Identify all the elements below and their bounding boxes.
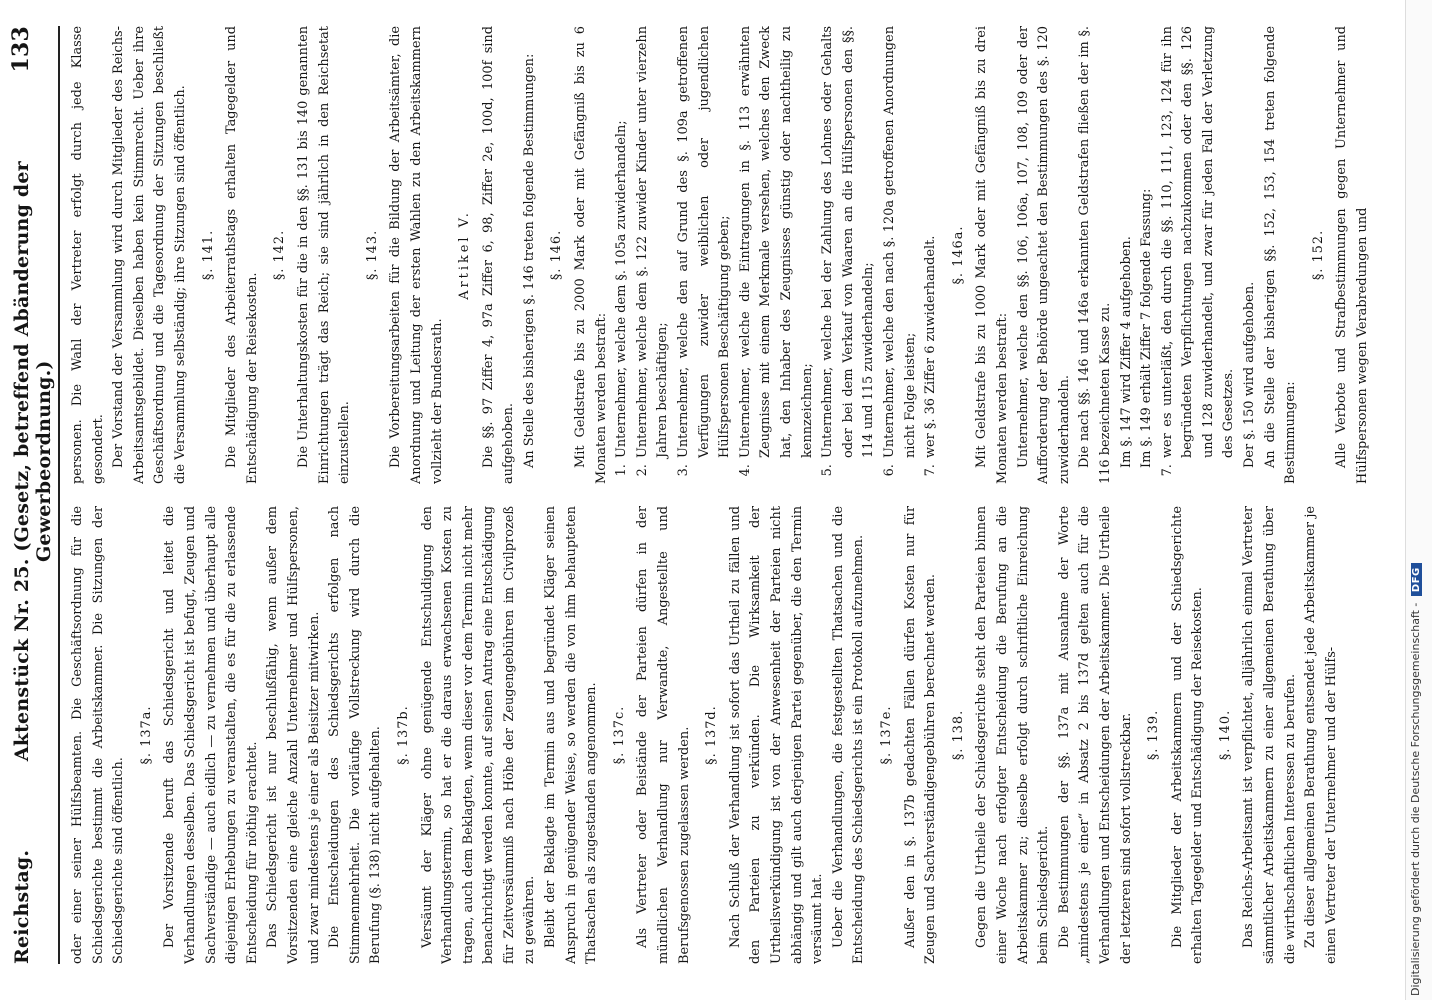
paragraph: Die Mitglieder des Arbeiterrathstags erhalten Tagegelder und Entschädigung der Reisekosten.: [224, 26, 260, 484]
section-heading: §. 142.: [272, 229, 288, 281]
amended-item-list: [1158, 26, 1240, 484]
paragraph: Mit Geldstrafe bis zu 1000 Mark oder mit Gefängniß bis zu drei Monaten werden bestraft:: [974, 26, 1010, 484]
left-column: [68, 506, 1374, 964]
paragraph: Nach Schluß der Verhandlung ist sofort das Urtheil zu fällen und den Parteien zu verkünden. Die Wirksamkeit der Urtheilsverkündigung ist von der Anwesenheit der Parteien nicht abhängig und gilt auch derjenigen Partei gegenüber, die den Termin versäumt hat.: [727, 506, 826, 964]
paragraph: Das Schiedsgericht ist nur beschlußfähig, wenn außer dem Vorsitzenden eine gleiche Anzahl Unternehmer und Hülfspersonen, und zwar mindestens je einer als Beisitzer mitwirken.: [265, 506, 322, 964]
paragraph: Im §. 149 erhält Ziffer 7 folgende Fassung:: [1139, 188, 1155, 468]
list-item: 7. wer §. 36 Ziffer 6 zuwiderhandelt.: [921, 26, 942, 460]
paragraph: Die Bestimmungen der §§. 137a mit Ausnahme der Worte „mindestens je einer“ in Absatz 2 bis 137d gelten auch für die Verhandlungen und Entscheidungen der Arbeitskammer. Die Urtheile der letzteren sind sofort vollstreckbar.: [1056, 506, 1134, 964]
paragraph: Zu dieser allgemeinen Berathung entsendet jede Arbeitskammer je einen Vertreter der Unternehmer und der Hülfs-: [1303, 506, 1339, 964]
paragraph: An Stelle des bisherigen §. 146 treten folgende Bestimmungen:: [521, 53, 537, 468]
list-item: 6. Unternehmer, welche den nach §. 120a getroffenen Anordnungen nicht Folge leisten;: [880, 26, 921, 460]
list-item: 4. Unternehmer, welche die Eintragungen in §. 113 erwähnten Zeugnisse mit einem Merkmale versehen, welches den Zweck hat, den Inhaber des Zeugnisses günstig oder nachtheilig zu kennzeichnen;: [736, 26, 818, 460]
section-heading: §. 137b.: [395, 705, 411, 765]
section-heading: §. 152.: [1310, 229, 1326, 281]
paragraph: oder einer seiner Hülfsbeamten. Die Geschäftsordnung für die Schiedsgerichte bestimmt die Arbeitskammer. Die Sitzungen der Schiedsgerichte sind öffentlich.: [70, 506, 127, 964]
header-title: Aktenstück Nr. 25. (Gesetz, betreffend Abänderung der Gewerbeordnung.): [11, 161, 55, 762]
credit-text: Digitalisierung gefördert durch die Deutsche Forschungsgemeinschaft -: [1409, 602, 1422, 996]
header-left: Reichstag.: [11, 849, 33, 964]
list-item: 1. Unternehmer, welche dem §. 105a zuwiderhandeln;: [612, 26, 633, 460]
paragraph: Außer den in §. 137b gedachten Fällen dürfen Kosten nur für Zeugen und Sachverständigengebühren berechnet werden.: [902, 506, 939, 964]
paragraph: Die nach §§. 146 und 146a erkannten Geldstrafen fließen der im §. 116 bezeichneten Kasse zu.: [1077, 26, 1113, 484]
list-item: 3. Unternehmer, welche den auf Grund des §. 109a getroffenen Verfügungen zuwider weiblichen oder jugendlichen Hülfspersonen Beschäftigung geben;: [674, 26, 736, 460]
article-heading: Artikel V.: [457, 210, 473, 300]
paragraph: Die Mitglieder der Arbeitskammern und der Schiedsgerichte erhalten Tagegelder und Entschädigung der Reisekosten.: [1169, 506, 1206, 964]
paragraph: An die Stelle der bisherigen §§. 152, 153, 154 treten folgende Bestimmungen:: [1262, 26, 1299, 484]
section-heading: §. 138.: [950, 709, 966, 761]
section-heading: §. 141.: [200, 229, 216, 281]
page-header: [8, 26, 60, 964]
digitization-credit: [1409, 563, 1422, 996]
digitization-sidebar: [1405, 0, 1432, 1000]
paragraph: Gegen die Urtheile der Schiedsgerichte steht den Parteien binnen einer Woche nach erfolgter Entscheidung die Berufung an die Arbeitskammer zu; dieselbe erfolgt durch schriftliche Einreichung beim Schiedsgericht.: [974, 506, 1052, 964]
paragraph: Bleibt der Beklagte im Termin aus und begründet Kläger seinen Anspruch in genügender Weise, so werden die von ihm behaupteten Thatsachen als zugestanden angenommen.: [543, 506, 600, 964]
section-heading: §. 143.: [364, 229, 380, 281]
paragraph: Der Vorstand der Versammlung wird durch Mitglieder des Reichs-Arbeitsamtsgebildet. Dieselben haben kein Stimmrecht. Ueber ihre Geschäftsordnung und die Tagesordnung der Sitzungen beschließt die Versammlung selbständig; ihre Sitzungen sind öffentlich.: [111, 26, 188, 484]
paragraph: Die Entscheidungen des Schiedsgerichts erfolgen nach Stimmenmehrheit. Die vorläufige Vollstreckung wird durch die Berufung (§. 138) nicht aufgehalten.: [327, 506, 384, 964]
paragraph: Der Vorsitzende beruft das Schiedsgericht und leitet die Verhandlungen desselben. Das Schiedsgericht ist befugt, Zeugen und Sachverständige — auch eidlich — zu vernehmen und überhaupt alle diejenigen Erhebungen zu veranstalten, die es für die zu erlassende Entscheidung für nöthig erachtet.: [162, 506, 260, 964]
paragraph: Ueber die Verhandlungen, die festgestellten Thatsachen und die Entscheidung des Schiedsgerichts ist ein Protokoll aufzunehmen.: [830, 506, 867, 964]
paragraph: Alle Verbote und Strafbestimmungen gegen Unternehmer und Hülfspersonen wegen Verabredungen und: [1334, 26, 1371, 484]
paragraph: Als Vertreter oder Beistände der Parteien dürfen in der mündlichen Verhandlung nur Verwandte, Angestellte und Berufsgenossen zugelassen werden.: [635, 506, 692, 964]
paragraph: personen. Die Wahl der Vertreter erfolgt durch jede Klasse gesondert.: [70, 26, 106, 484]
section-heading: §. 137e.: [878, 705, 894, 765]
section-heading: §. 137c.: [611, 705, 627, 765]
section-heading: §. 140.: [1217, 709, 1233, 761]
section-heading: §. 137a.: [138, 705, 154, 765]
page-number: 133: [8, 26, 34, 73]
paragraph: Versäumt der Kläger ohne genügende Entschuldigung den Verhandlungstermin, so hat er die daraus erwachsenen Kosten zu tragen, auch dem Beklagten, wenn dieser vor dem Termin nicht mehr benachrichtigt werden konnte, auf seinen Antrag eine Entschädigung für Zeitversäumniß nach Höhe der Zeugengebühren im Civilprozeß zu gewähren.: [419, 506, 538, 964]
penalty-list: [612, 26, 942, 484]
section-heading: §. 146.: [549, 229, 565, 281]
paragraph: Der §. 150 wird aufgehoben.: [1242, 281, 1258, 468]
paragraph: Die §§. 97 Ziffer 4, 97a Ziffer 6, 98, Ziffer 2e, 100d, 100f sind aufgehoben.: [480, 26, 517, 484]
list-item: 5. Unternehmer, welche bei der Zahlung des Lohnes oder Gehalts oder bei dem Verkauf von Waaren an die Hülfspersonen den §§. 114 und 115 zuwiderhandeln;: [818, 26, 880, 460]
paragraph: Das Reichs-Arbeitsamt ist verpflichtet, alljährlich einmal Vertreter sämmtlicher Arbeitskammern zu einer allgemeinen Berathung über die wirthschaftlichen Interessen zu berufen.: [1241, 506, 1298, 964]
paragraph: Mit Geldstrafe bis zu 2000 Mark oder mit Gefängniß bis zu 6 Monaten werden bestraft:: [573, 26, 609, 484]
right-column: [68, 26, 1374, 484]
dfg-logo: DFG: [1411, 563, 1422, 596]
paragraph: Im §. 147 wird Ziffer 4 aufgehoben.: [1118, 236, 1134, 468]
list-item: 2. Unternehmer, welche dem §. 122 zuwider Kinder unter vierzehn Jahren beschäftigen;: [633, 26, 674, 460]
paragraph: Die Vorbereitungsarbeiten für die Bildung der Arbeitsämter, die Anordnung und Leitung der ersten Wahlen zu den Arbeitskammern vollzieht der Bundesrath.: [388, 26, 445, 484]
list-item: 7. wer es unterläßt, den durch die §§. 110, 111, 123, 124 für ihn begründeten Verpflichtungen nachzukommen oder den §§. 126 und 128 zuwiderhandelt, und zwar für jeden Fall der Verletzung des Gesetzes.: [1158, 26, 1240, 460]
section-heading: §. 139.: [1146, 709, 1162, 761]
section-heading: §. 146a.: [950, 225, 966, 285]
paragraph: Die Unterhaltungskosten für die in den §§. 131 bis 140 genannten Einrichtungen trägt das Reich; sie sind jährlich in den Reichsetat einzustellen.: [295, 26, 353, 484]
paragraph: Unternehmer, welche den §§. 106, 106a, 107, 108, 109 oder der Aufforderung der Behörde ungeachtet den Bestimmungen des §. 120 zuwiderhandeln.: [1015, 26, 1072, 484]
text-columns: [68, 26, 1374, 964]
section-heading: §. 137d.: [704, 705, 720, 765]
